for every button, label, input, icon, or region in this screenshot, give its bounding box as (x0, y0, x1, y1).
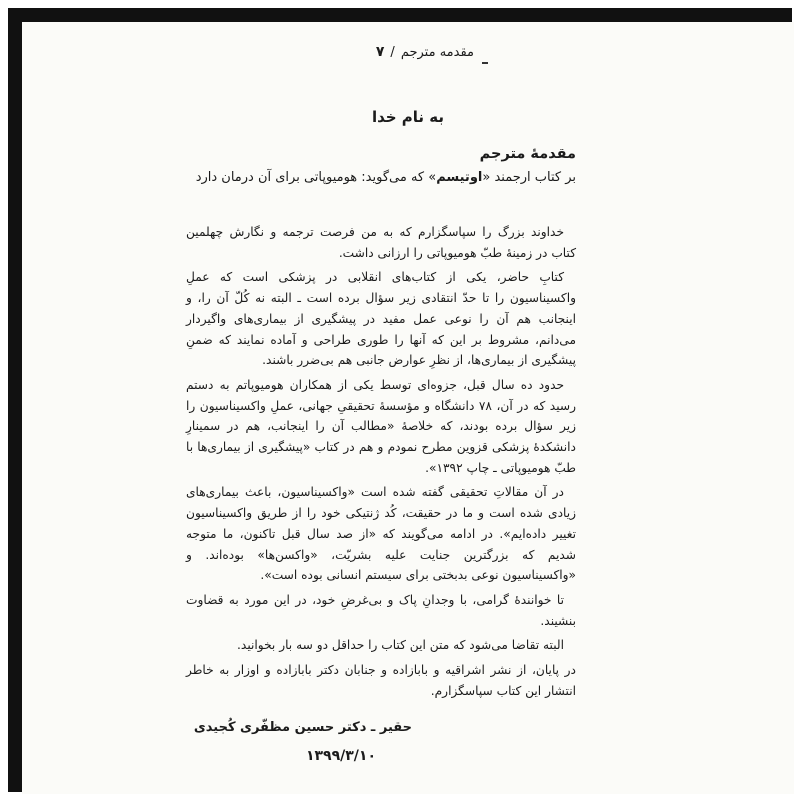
page-number: ۷ (375, 44, 385, 60)
paragraph: در پایان، از نشر اشراقیه و بابازاده و جنابان دکتر بابازاده و اوزار به خاطر انتشار این کتاب سپاسگزارم. (186, 663, 576, 698)
paragraph: در آن مقالاتِ تحقیقی گفته شده است «واکسیناسیون، باعث بیماری‌های زیادی شده است و ما در حقیقت، کُد ژنتیکی خود را از طریق واکسیناسیون تغییر داده‌ایم». در ادامه می‌گویند که «از صد سال قبل تاکنون، ما متوجه شدیم که بزرگترین جنایت علیه بشریّت، «واکسن‌ها» بوده‌اند. و «واکسیناسیون نوعی بدبختی برای سیستم انسانی بوده است». (186, 485, 576, 583)
subtitle-book-name: اوتیسم (436, 170, 483, 185)
paragraph: کتابِ حاضر، یکی از کتاب‌های انقلابی در پزشکی است که عملِ واکسیناسیون را تا حدّ انتقادی زیر سؤال برده است ـ البته نه کُلّ آن را، و اینجانب هم آن را نوعی عمل مفید در پیشگیری از بیماری‌های واگیردار می‌دانم، مشروط بر این که آنها را طوری طراحی و آماده نمایند که ضمنِ پیشگیری از بیماری‌ها، از نظرِ عوارض جانبی هم بی‌ضرر باشند. (186, 270, 576, 368)
subtitle-before: بر کتاب ارجمند « (482, 170, 576, 185)
print-mark (482, 62, 488, 64)
book-page (22, 22, 794, 794)
paragraph: حدود ده سال قبل، جزوه‌ای توسط یکی از همکاران هومیوپاتم به دستم رسید که در آن، ۷۸ دانشگاه و مؤسسهٔ تحقیقیِ جهانی، عملِ واکسیناسیون را زیر سؤال برده بودند، که خلاصهٔ «مطالب آن را اینجانب، هم در سمینارِ دانشکدهٔ پزشکی قزوین مطرح نمودم و هم در کتاب «پیشگیری از بیماری‌ها با طبّ هومیوپاتی ـ چاپ ۱۳۹۲». (186, 377, 576, 475)
signature-date: ۱۳۹۹/۳/۱۰ (305, 748, 376, 764)
section-subtitle (196, 170, 576, 185)
subtitle-after: » که می‌گوید: هومیوپاتی برای آن درمان دارد (195, 170, 437, 185)
body-text (186, 222, 576, 705)
translator-signature: حقیر ـ دکتر حسین مظفّری کُجیدی (193, 720, 412, 735)
page-title: به نام خدا (371, 108, 445, 126)
paragraph: خداوند بزرگ را سپاسگزارم که به من فرصت ترجمه و نگارش چهلمین کتاب در زمینهٔ طبّ هومیوپاتی را ارزانی داشت. (186, 225, 576, 260)
running-head-title: مقدمه مترجم (400, 45, 474, 60)
running-head-separator: / (390, 45, 395, 60)
paragraph: البته تقاضا می‌شود که متن این کتاب را حداقل دو سه بار بخوانید. (237, 638, 564, 653)
page-frame (8, 8, 792, 792)
page-content (22, 22, 794, 794)
paragraph: تا خوانندهٔ گرامی، با وجدانِ پاک و بی‌غرضِ خود، در این مورد به قضاوت بنشیند. (186, 592, 576, 628)
running-head (376, 44, 474, 60)
section-heading: مقدمهٔ مترجم (479, 146, 576, 162)
